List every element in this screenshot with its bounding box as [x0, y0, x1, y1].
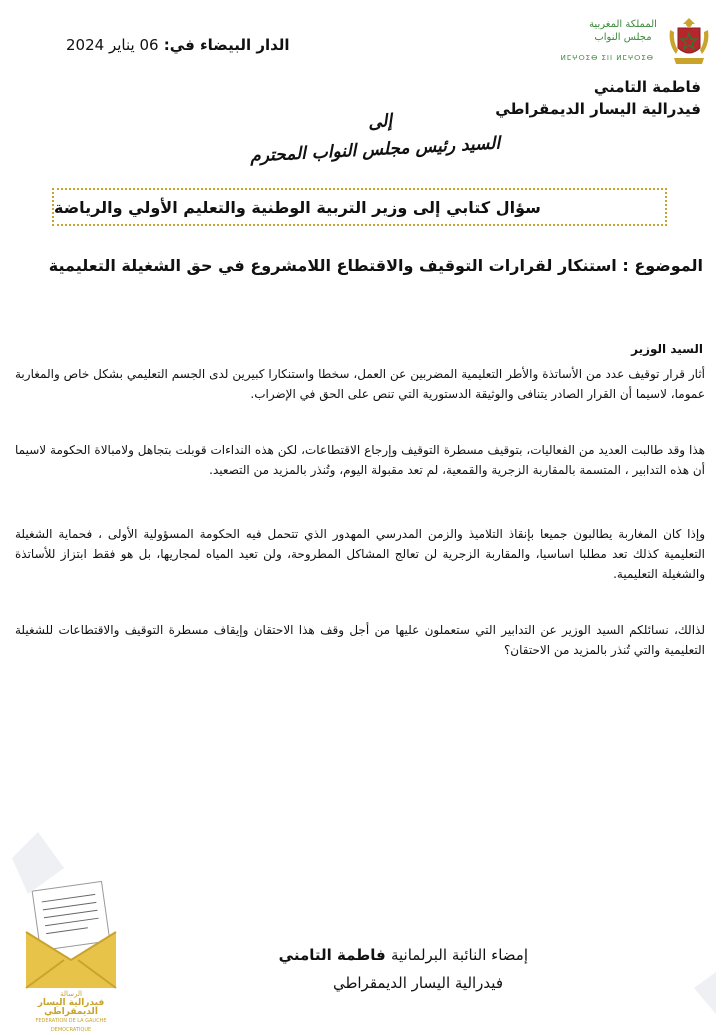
body-paragraph-4	[15, 620, 705, 660]
body-paragraph-text: وإذا كان المغاربة يطالبون جميعا بإنقاذ التلاميذ والزمن المدرسي المهدور الذي تتحمل فيه الحكومة المسؤولية الأولى ، فحماية الشغيلة التعليمية كذلك تعد مطلبا اساسيا، والمقاربة الزجرية لن تعالج المشاكل المطروحة، ولن تعيد المياه لمجاريها، بل هو فقط ابتزاز للأساتذة والشغيلة التعليمية.	[15, 527, 705, 581]
party-logo-name-ar: فيدرالية اليسار الديمقراطي	[37, 998, 105, 1017]
author-name: فاطمة التامني	[593, 78, 701, 96]
party-logo	[16, 880, 126, 1033]
addressee-to: إلى	[367, 110, 394, 134]
date-prefix: الدار البيضاء في:	[163, 36, 290, 54]
date-value: 06 يناير 2024	[66, 36, 159, 54]
parliament-tifinagh: ⵍⵎⵖⵔⵉⴱ ⵉⵏⵏ ⵍⵎⵖⵔⵉⴱ	[560, 54, 654, 62]
party-logo-label: الرسالة	[60, 990, 82, 998]
body-paragraph-text: هذا وقد طالبت العديد من الفعاليات، بتوقيف مسطرة التوقيف وإرجاع الاقتطاعات، لكن هذه النداءات قوبلت بتجاهل ولامبالاة الحكومة لاسيما أن هذه التدابير ، المتسمة بالمقاربة الزجرية والقمعية، لم تعد مقبولة اليوم، وتُنذر بالمزيد من التصعيد.	[15, 443, 705, 477]
date-line	[66, 36, 296, 54]
signature-prefix: إمضاء النائبة البرلمانية	[390, 946, 528, 964]
salutation: السيد الوزير	[631, 342, 703, 356]
body-paragraph-3	[15, 524, 705, 584]
signature-line	[279, 946, 528, 964]
decorative-shape-icon	[8, 828, 68, 898]
body-paragraph-2	[15, 440, 705, 480]
subject-line: الموضوع : استنكار لقرارات التوقيف والاقتطاع اللامشروع في حق الشغيلة التعليمية	[48, 256, 703, 275]
question-box	[52, 188, 667, 226]
body-paragraph-1	[15, 344, 705, 404]
body-paragraph-text: لذالك، نسائلكم السيد الوزير عن التدابير التي ستعملون عليها من أجل وقف هذا الاحتقان وإيقاف مسطرة التوقيف والاقتطاعات للشغيلة التعليمية والتي تُنذر بالمزيد من الاحتقان؟	[15, 623, 705, 657]
parliament-kingdom: المملكة المغربية	[589, 19, 657, 30]
author-party: فيدرالية اليسار الديمقراطي	[495, 100, 701, 118]
decorative-shape-icon	[690, 968, 720, 1018]
party-logo-name-fr: FEDERATION DE LA GAUCHE DEMOCRATIQUE	[35, 1018, 107, 1033]
moroccan-emblem-icon	[666, 14, 712, 68]
parliament-logo-text	[588, 18, 658, 44]
parliament-logo	[560, 14, 720, 68]
body-paragraph-text: أثار قرار توقيف عدد من الأساتذة والأطر التعليمية المضربين عن العمل، سخطا واستنكارا كبيرين لدى الجسم التعليمي بشكل خاص والمغاربة عموما، لاسيما أن القرار الصادر يتنافى والوثيقة الدستورية التي تنص على الحق في الإضراب.	[15, 367, 705, 401]
party-logo-text	[16, 990, 126, 1035]
signature-party: فيدرالية اليسار الديمقراطي	[332, 974, 503, 992]
question-title: سؤال كتابي إلى وزير التربية الوطنية والتعليم الأولي والرياضة	[54, 197, 541, 217]
parliament-house: مجلس النواب	[594, 32, 652, 43]
addressee-recipient: السيد رئيس مجلس النواب المحترم	[249, 133, 501, 167]
signature-name: فاطمة التامني	[278, 946, 386, 964]
